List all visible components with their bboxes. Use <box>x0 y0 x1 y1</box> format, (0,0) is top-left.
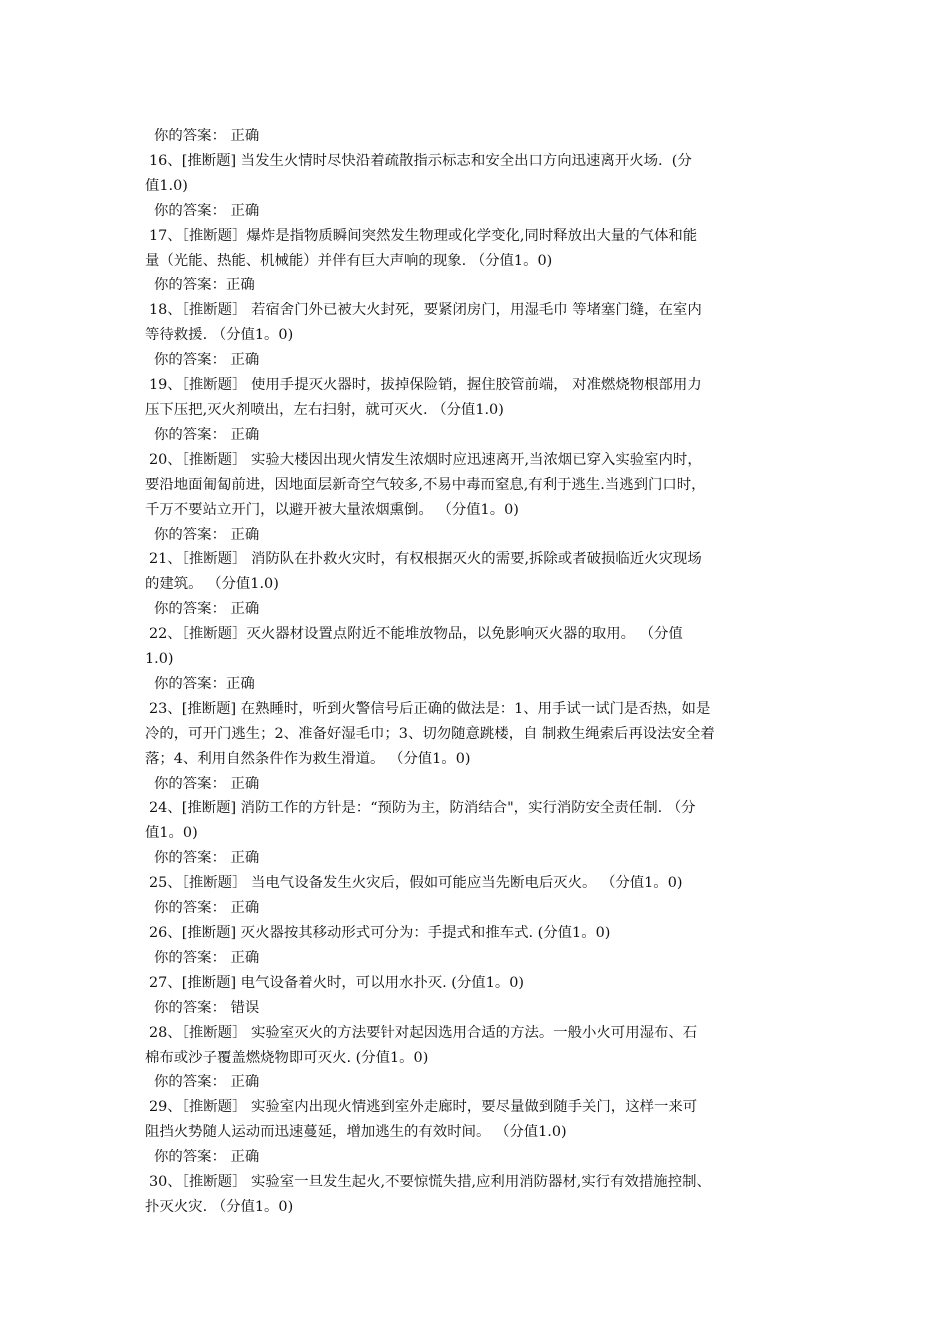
question-text-cont: 量（光能、热能、机械能）并伴有巨大声响的现象. （分值1。0) <box>145 252 553 269</box>
answer-line: 你的答案： 正确 <box>154 850 260 867</box>
question-item-29 <box>145 1095 810 1170</box>
answer-line: 你的答案： 正确 <box>154 526 260 543</box>
question-item-20 <box>145 448 810 548</box>
document-page <box>145 124 810 1220</box>
answer-line: 你的答案：正确 <box>154 675 255 692</box>
answer-line: 你的答案： 正确 <box>154 128 260 144</box>
question-text: 22、［推断题］灭火器材设置点附近不能堆放物品，以免影响灭火器的取用。 （分值 <box>149 626 683 643</box>
question-item-22 <box>145 622 810 697</box>
answer-line: 你的答案： 正确 <box>154 1149 260 1166</box>
question-text-cont: 要沿地面匍匐前进，因地面层新奇空气较多,不易中毒而窒息,有利于逃生.当逃到门口时， <box>145 476 706 493</box>
question-item-18 <box>145 298 810 373</box>
question-text-cont: 值1.0) <box>145 177 188 194</box>
question-item-26 <box>145 921 810 971</box>
question-text-cont: 千万不要站立开门，以避开被大量浓烟熏倒。 （分值1。0) <box>145 501 519 518</box>
question-text: 26、[推断题] 灭火器按其移动形式可分为：手提式和推车式. (分值1。0) <box>149 925 611 941</box>
question-item-30 <box>145 1170 810 1220</box>
question-item-28 <box>145 1021 810 1096</box>
question-item-16 <box>145 149 810 224</box>
question-text: 24、[推断题] 消防工作的方针是：“预防为主，防消结合"，实行消防安全责任制. （分 <box>149 800 696 817</box>
question-item-25 <box>145 871 810 921</box>
answer-line: 你的答案： 正确 <box>154 900 260 917</box>
question-text-cont: 值1。0) <box>145 825 198 842</box>
question-text: 21、［推断题］ 消防队在扑救火灾时，有权根据灭火的需要,拆除或者破损临近火灾现场 <box>149 551 702 568</box>
question-text: 18、［推断题］ 若宿舍门外已被大火封死，要紧闭房门，用湿毛巾 等堵塞门缝，在室内 <box>149 302 702 319</box>
answer-line: 你的答案： 错误 <box>154 999 260 1016</box>
question-item-19 <box>145 373 810 448</box>
question-item-17 <box>145 224 810 299</box>
answer-line: 你的答案： 正确 <box>154 426 260 443</box>
question-text: 16、[推断题] 当发生火情时尽快沿着疏散指示标志和安全出口方向迅速离开火场. (分 <box>149 152 692 169</box>
question-text-cont: 阻挡火势随人运动而迅速蔓延，增加逃生的有效时间。 （分值1.0) <box>145 1124 567 1141</box>
question-text-cont: 压下压把,灭火剂喷出，左右扫射，就可灭火. （分值1.0) <box>145 401 504 418</box>
question-text: 23、[推断题] 在熟睡时，听到火警信号后正确的做法是：1、用手试一试门是否热，如是 <box>149 700 711 717</box>
question-text: 29、［推断题］ 实验室内出现火情逃到室外走廊时，要尽量做到随手关门，这样一来可 <box>149 1099 698 1116</box>
question-text: 27、[推断题] 电气设备着火时，可以用水扑灭. (分值1。0) <box>149 974 525 991</box>
question-text: 19、［推断题］ 使用手提灭火器时，拔掉保险销，握住胶管前端， 对准燃烧物根部用力 <box>149 377 702 394</box>
question-item-23 <box>145 697 810 797</box>
question-text: 30、［推断题］ 实验室一旦发生起火,不要惊慌失措,应利用消防器材,实行有效措施控制、 <box>149 1174 711 1191</box>
question-item-24 <box>145 796 810 871</box>
question-item-27 <box>145 971 810 1021</box>
answer-line: 你的答案： 正确 <box>154 202 260 219</box>
question-text-cont: 的建筑。 （分值1.0) <box>145 576 279 593</box>
question-text: 28、［推断题］ 实验室灭火的方法要针对起因选用合适的方法。一般小火可用湿布、石 <box>149 1024 698 1041</box>
answer-line: 你的答案： 正确 <box>154 352 260 369</box>
question-text: 20、［推断题］ 实验大楼因出现火情发生浓烟时应迅速离开,当浓烟已穿入实验室内时， <box>149 451 702 468</box>
answer-line: 你的答案： 正确 <box>154 1074 260 1091</box>
question-text: 25、［推断题］ 当电气设备发生火灾后，假如可能应当先断电后灭火。 （分值1。0) <box>149 875 683 892</box>
question-text-cont: 冷的，可开门逃生；2、准备好湿毛巾；3、切勿随意跳楼，自 制救生绳索后再设法安全着 <box>145 725 715 742</box>
question-text: 17、［推断题］爆炸是指物质瞬间突然发生物理或化学变化,同时释放出大量的气体和能 <box>149 227 698 244</box>
question-text-cont: 1.0) <box>145 651 174 668</box>
question-text-cont: 等待救援. （分值1。0) <box>145 327 294 344</box>
question-item-21 <box>145 547 810 622</box>
answer-line: 你的答案： 正确 <box>154 775 260 792</box>
answer-line: 你的答案： 正确 <box>154 601 260 618</box>
answer-line: 你的答案：正确 <box>154 277 255 294</box>
question-text-cont: 扑灭火灾. （分值1。0) <box>145 1198 294 1215</box>
answer-line: 你的答案： 正确 <box>154 949 260 966</box>
question-text-cont: 棉布或沙子覆盖燃烧物即可灭火. (分值1。0) <box>145 1049 429 1066</box>
question-text-cont: 落；4、利用自然条件作为救生滑道。 （分值1。0) <box>145 750 471 767</box>
